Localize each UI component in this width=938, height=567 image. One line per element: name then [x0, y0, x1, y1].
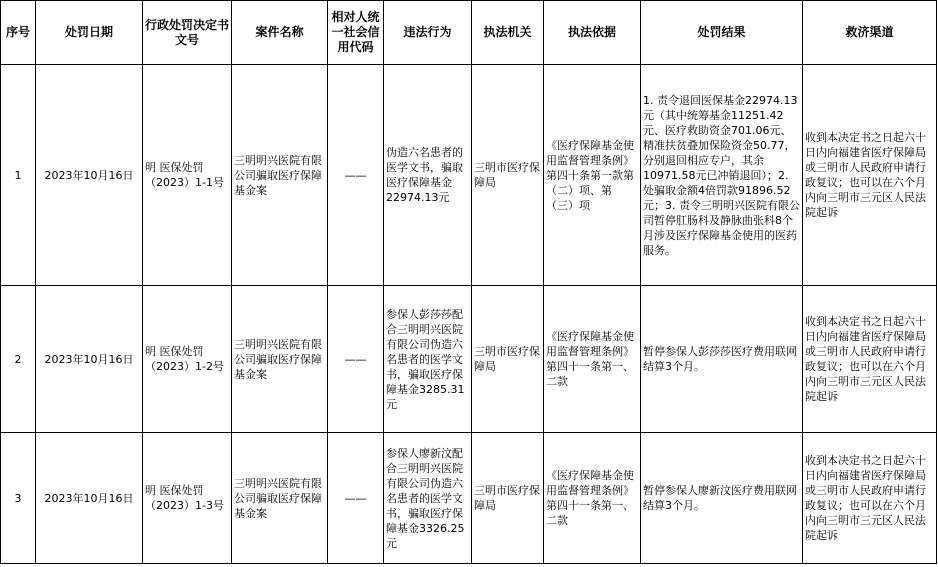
table-row: [1, 286, 937, 433]
header-result: 处罚结果: [641, 1, 803, 65]
cell-remedy: 收到本决定书之日起六十日内向福建省医疗保障局或三明市人民政府申请行政复议；也可以在六个月内向三明市三元区人民法院起诉: [803, 65, 937, 286]
cell-date: 2023年10月16日: [36, 65, 143, 286]
header-row: [1, 1, 937, 65]
cell-remedy: 收到本决定书之日起六十日内向福建省医疗保障局或三明市人民政府申请行政复议；也可以在六个月内向三明市三元区人民法院起诉: [803, 433, 937, 564]
cell-case-name: 三明明兴医院有限公司骗取医疗保障基金案: [232, 65, 328, 286]
header-remedy: 救济渠道: [803, 1, 937, 65]
cell-basis: 《医疗保障基金使用监督管理条例》第四十一条第一、二款: [544, 433, 641, 564]
header-violation: 违法行为: [384, 1, 472, 65]
cell-date: 2023年10月16日: [36, 433, 143, 564]
cell-authority: 三明市医疗保障局: [472, 286, 544, 433]
cell-result: 暂停参保人廖新汶医疗费用联网结算3个月。: [641, 433, 803, 564]
cell-index: 1: [1, 65, 36, 286]
header-doc-no: 行政处罚决定书文号: [143, 1, 232, 65]
cell-date: 2023年10月16日: [36, 286, 143, 433]
cell-credit-code: ——: [328, 433, 384, 564]
cell-violation: 参保人彭莎莎配合三明明兴医院有限公司伪造六名患者的医学文书，骗取医疗保障基金3285.31元: [384, 286, 472, 433]
header-credit-code: 相对人统一社会信用代码: [328, 1, 384, 65]
header-authority: 执法机关: [472, 1, 544, 65]
header-index: 序号: [1, 1, 36, 65]
cell-remedy: 收到本决定书之日起六十日内向福建省医疗保障局或三明市人民政府申请行政复议；也可以在六个月内向三明市三元区人民法院起诉: [803, 286, 937, 433]
cell-index: 2: [1, 286, 36, 433]
cell-case-name: 三明明兴医院有限公司骗取医疗保障基金案: [232, 286, 328, 433]
cell-basis: 《医疗保障基金使用监督管理条例》第四十条第一款第（二）项、第（三）项: [544, 65, 641, 286]
cell-credit-code: ——: [328, 65, 384, 286]
cell-result: 暂停参保人彭莎莎医疗费用联网结算3个月。: [641, 286, 803, 433]
header-case-name: 案件名称: [232, 1, 328, 65]
cell-authority: 三明市医疗保障局: [472, 65, 544, 286]
cell-index: 3: [1, 433, 36, 564]
cell-doc-no: 明 医保处罚（2023）1-2号: [143, 286, 232, 433]
cell-doc-no: 明 医保处罚（2023）1-3号: [143, 433, 232, 564]
cell-basis: 《医疗保障基金使用监督管理条例》第四十一条第一、二款: [544, 286, 641, 433]
cell-case-name: 三明明兴医院有限公司骗取医疗保障基金案: [232, 433, 328, 564]
cell-result: 1. 责令退回医保基金22974.13元（其中统筹基金11251.42元、医疗救助资金701.06元、精准扶贫叠加保险资金50.77，分别退回相应专户，其余10971.58元已冲销退回）；2. 处骗取金额4倍罚款91896.52元；3. 责令三明明兴医院有限公司暂停肛肠科及静脉曲张科8个月涉及医疗保障基金使用的医药服务。: [641, 65, 803, 286]
cell-doc-no: 明 医保处罚（2023）1-1号: [143, 65, 232, 286]
header-date: 处罚日期: [36, 1, 143, 65]
table-row: [1, 433, 937, 564]
header-basis: 执法依据: [544, 1, 641, 65]
cell-credit-code: ——: [328, 286, 384, 433]
cell-violation: 伪造六名患者的医学文书，骗取医疗保障基金22974.13元: [384, 65, 472, 286]
cell-violation: 参保人廖新汶配合三明明兴医院有限公司伪造六名患者的医学文书，骗取医疗保障基金3326.25元: [384, 433, 472, 564]
table-row: [1, 65, 937, 286]
cell-authority: 三明市医疗保障局: [472, 433, 544, 564]
